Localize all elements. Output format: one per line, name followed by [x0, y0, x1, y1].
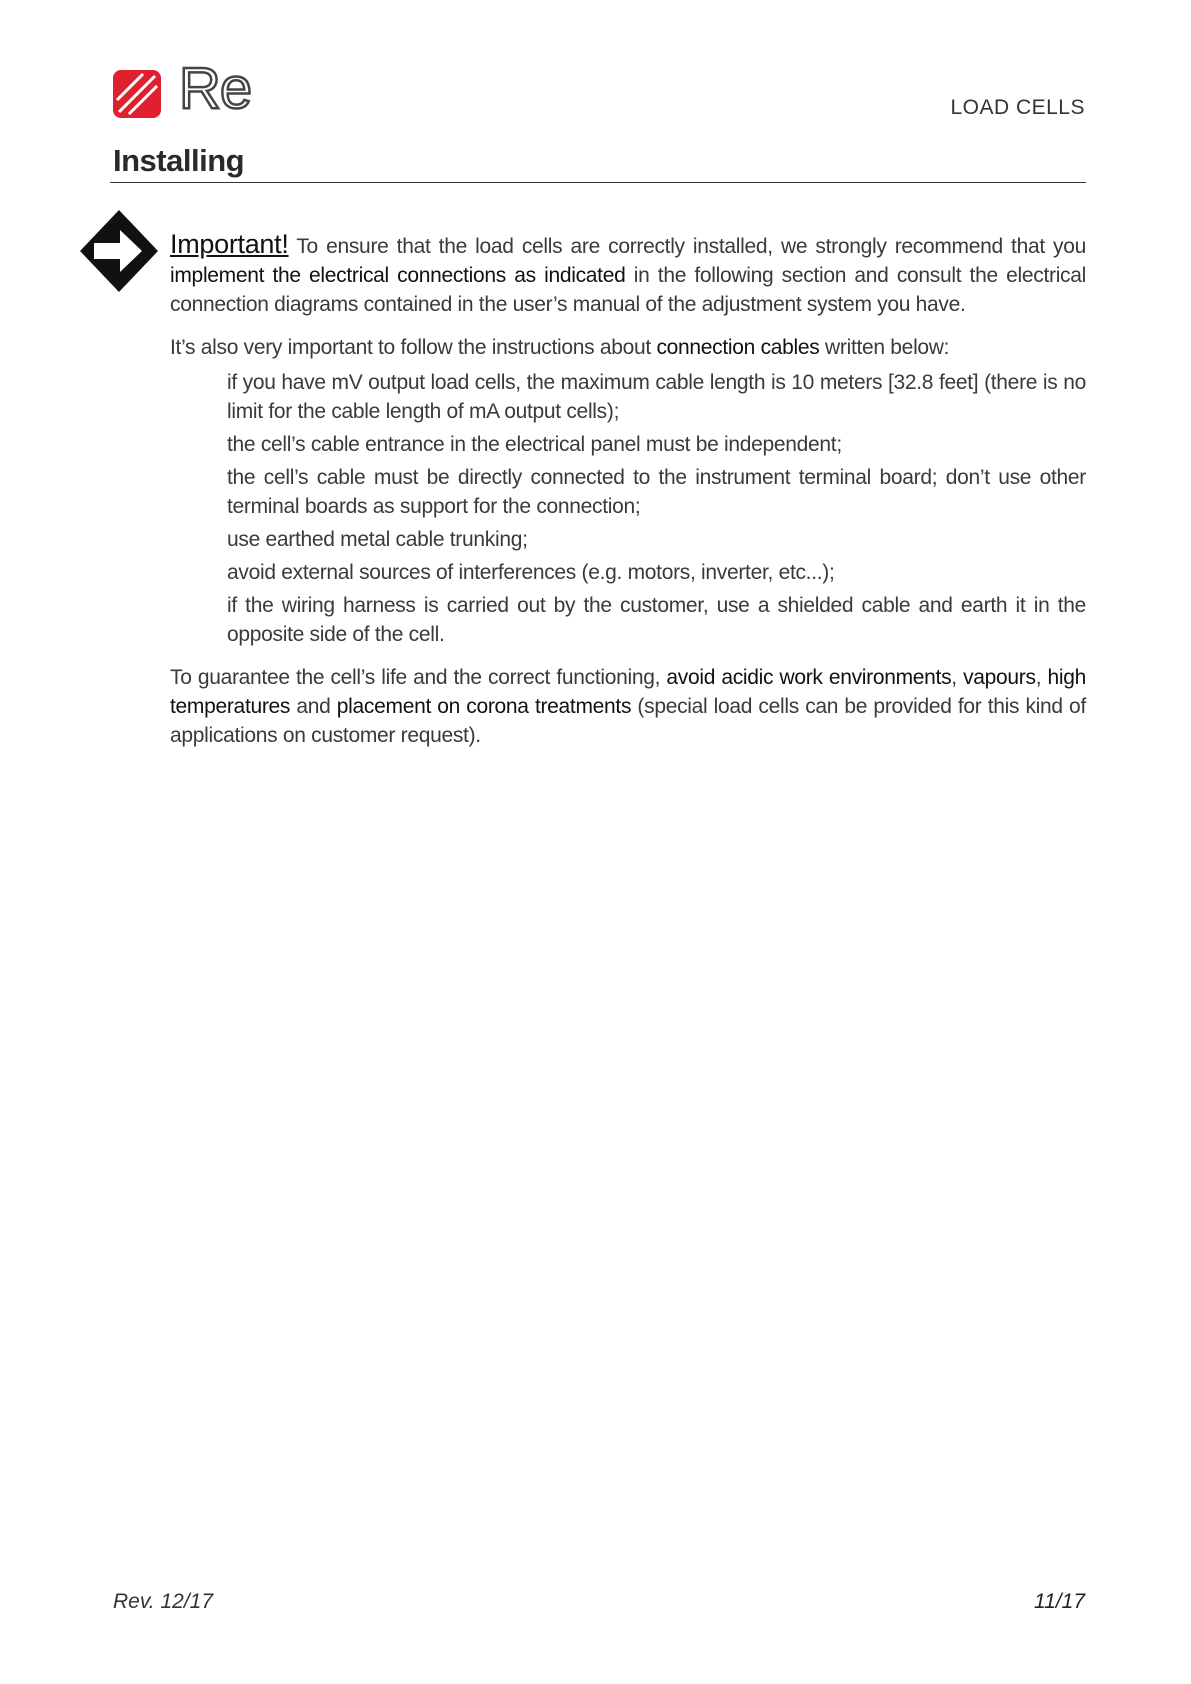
document-body: [170, 230, 1086, 764]
cables-text-1: It’s also very important to follow the instructions about: [170, 336, 657, 359]
list-item: if you have mV output load cells, the maximum cable length is 10 meters [32.8 feet] (there is no limit for the cable length of mA output cells);: [227, 371, 1086, 423]
env-text-1: To guarantee the cell’s life and the correct functioning,: [170, 666, 667, 689]
company-logo-icon: [113, 70, 161, 118]
arrow-right-diamond-icon: [80, 210, 158, 292]
important-paragraph: [170, 230, 1086, 319]
intro-emphasis: implement the electrical connections as indicated: [170, 264, 626, 287]
list-item: avoid external sources of interferences (e.g. motors, inverter, etc...);: [227, 561, 835, 584]
revision-label: Rev. 12/17: [113, 1590, 214, 1613]
env-text-2: ,: [951, 666, 964, 689]
list-item: use earthed metal cable trunking;: [227, 528, 528, 551]
env-emphasis-4: placement on corona treatments: [336, 695, 632, 718]
env-text-5: (special load cells can be provided for this kind of applications on customer request).: [170, 695, 1086, 747]
list-item: if the wiring harness is carried out by the customer, use a shielded cable and earth it in the opposite side of the cell.: [227, 594, 1086, 646]
cables-emphasis: connection cables: [656, 336, 820, 359]
intro-text-1: To ensure that the load cells are correctly installed, we strongly recommend that you: [288, 235, 1086, 258]
list-item: the cell’s cable entrance in the electrical panel must be independent;: [227, 433, 842, 456]
cable-instructions-list: [227, 368, 1086, 649]
cables-text-2: written below:: [819, 336, 950, 359]
heading-divider: [110, 182, 1086, 183]
env-emphasis-3: high temperatures: [170, 666, 1086, 718]
important-label: Important!: [170, 229, 289, 259]
section-label: LOAD CELLS: [950, 96, 1085, 119]
env-emphasis-2: vapours: [963, 666, 1036, 689]
logo-text: Re: [179, 56, 252, 121]
page-heading: Installing: [113, 143, 245, 178]
cables-paragraph: [170, 333, 1086, 362]
environment-paragraph: [170, 663, 1086, 750]
page-number: 11/17: [1034, 1590, 1085, 1613]
env-text-3: ,: [1035, 666, 1048, 689]
env-emphasis-1: avoid acidic work environments: [666, 666, 952, 689]
list-item: the cell’s cable must be directly connected to the instrument terminal board; don’t use other terminal boards as support for the connection;: [227, 466, 1086, 518]
env-text-4: and: [290, 695, 337, 718]
intro-text-2: in the following section and consult the electrical connection diagrams contained in the user’s manual of the adjustment system you have.: [170, 264, 1086, 316]
